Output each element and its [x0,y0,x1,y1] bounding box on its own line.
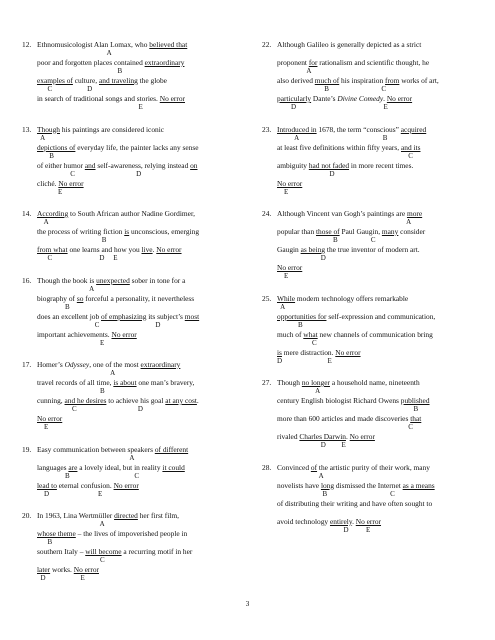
answer-letters: A [277,218,412,226]
answer-letters: C D [37,85,93,93]
question-number: 27. [262,378,272,387]
underlined-phrase: had not faded [308,160,350,170]
underlined-phrase: is about [113,378,137,387]
sentence-line [277,294,490,303]
sentence-text: Dante’s [311,94,338,103]
answer-letters: C [37,556,105,564]
sentence-line [37,414,250,423]
sentence-text: modern technology offers remarkable [295,293,409,303]
sentence-line [37,94,250,103]
sentence-text: consider [398,227,426,236]
question-number: 20. [22,511,32,520]
underlined-phrase: examples of [37,76,73,85]
sentence-text: . [345,432,350,441]
sentence-text: at least five definitions within fifty years, [277,142,401,152]
sentence-line [277,245,490,254]
question-item [262,209,490,281]
answer-letters: B [37,151,54,160]
sentence-text: a lovely ideal, but in reality [77,462,163,472]
sentence-line [277,517,490,526]
underlined-phrase: more [406,209,423,218]
answer-letters: A [277,387,321,395]
underlined-phrase: While [277,293,296,303]
underlined-phrase: extraordinary [140,360,181,369]
underlined-phrase: believed that [149,40,188,49]
sentence-text: sober in tone for a [129,275,186,285]
underlined-phrase: No error [355,516,382,526]
underlined-phrase: published [400,396,430,405]
sentence-text: avoid technology [277,516,330,526]
sentence-text: a household name, nineteenth [329,378,420,387]
question-number: 28. [262,462,272,472]
sentence-text: cunning, [37,396,65,405]
sentence-text: Convinced [277,462,311,472]
underlined-phrase: Though [37,124,60,134]
sentence-line [37,40,250,49]
sentence-line [37,125,250,134]
underlined-phrase: at any cost [165,396,197,405]
sentence-text: much of [277,329,304,339]
underlined-phrase: of [310,462,318,472]
question-item [22,276,250,348]
sentence-line [37,179,250,188]
sentence-text: cliché. [37,178,59,188]
answer-letters: D E [277,525,371,534]
sentence-text: Easy communication between speakers [37,444,155,454]
sentence-line [37,378,250,387]
sentence-text: eternal confusion. [56,480,114,490]
underlined-phrase: Charles Darwin [299,432,346,441]
question-item [22,445,250,499]
answer-letters: D E [37,574,85,582]
underlined-phrase: opportunities for [277,311,327,321]
answer-letters: D E [37,489,103,498]
sentence-text: one man’s bravery, [136,378,195,387]
question-item [262,125,490,197]
sentence-text: In 1963, Lina Wertmüller [37,511,115,520]
underlined-phrase: depictions of [37,142,76,152]
answer-letters: A B [277,133,388,142]
underlined-phrase: and traveling [98,76,138,85]
underlined-phrase: those of [316,227,340,236]
underlined-phrase: is [124,227,130,236]
sentence-text: culture, [72,76,99,85]
sentence-text: works. [50,565,74,574]
sentence-text: Although Vincent van Gogh’s paintings are [277,209,407,218]
sentence-line [277,40,490,49]
answer-letters: B C [37,471,140,480]
sentence-text: popular than [277,227,316,236]
underlined-phrase: No error [349,432,375,441]
underlined-phrase: No error [277,178,303,188]
question-item [262,294,490,366]
sentence-text: his inspiration [339,76,385,85]
underlined-phrase: it could [162,462,185,472]
sentence-text: century English biologist Richard Owens [277,396,401,405]
answer-letters [277,49,490,58]
answer-letters: E [37,423,49,431]
question-number: 14. [22,209,32,218]
answer-letters: D E [277,103,388,111]
sentence-text: new channels of communication bring [317,329,433,339]
underlined-phrase: most [184,311,200,321]
sentence-text: . [152,245,157,254]
sentence-text: the process of writing fiction [37,227,125,236]
sentence-text: to achieve his goal [106,396,166,405]
sentence-line [37,312,250,321]
sentence-line [37,396,250,405]
underlined-phrase: No error [386,94,413,103]
sentence-text: . [196,396,199,405]
answer-letters: B [277,405,419,413]
sentence-line [37,481,250,490]
question-number: 23. [262,124,272,134]
left-column [22,40,250,596]
sentence-line [37,294,250,303]
underlined-phrase: No error [277,263,303,272]
sentence-text: everyday life, the painter lacks any sense [75,142,199,152]
answer-letters: E [37,103,143,111]
sentence-line [277,263,490,272]
answer-letters: A [37,49,112,57]
sentence-text: poor and forgotten places contained [37,58,145,67]
sentence-line [277,463,490,472]
answer-letters: B [37,302,70,311]
sentence-line [277,414,490,423]
sentence-line [37,565,250,574]
sentence-text: – the lives of impoverished people in [75,529,188,538]
sentence-text: one learns and how you [67,245,142,254]
underlined-phrase: No error [159,94,185,103]
answer-letters: C [277,151,413,160]
question-number: 12. [22,40,32,49]
sentence-text: dismissed the Internet [334,480,403,490]
sentence-text: Although Galileo is generally depicted as a strict [277,40,422,49]
answer-letters: B [37,387,105,395]
underlined-phrase: lead to [37,480,57,490]
sentence-text: a recurring motif in her [121,547,193,556]
sentence-line [37,76,250,85]
answer-letters: C D [37,169,142,178]
answer-letters: A [277,67,312,75]
answer-letters: A [37,369,116,377]
question-item [262,463,490,535]
sentence-text: also derived [277,76,315,85]
question-number: 24. [262,209,272,218]
question-item [22,40,250,112]
answer-letters: B [37,236,107,244]
answer-letters: C D E [37,254,118,262]
sentence-line [277,330,490,339]
sentence-text: mere distraction. [281,347,336,357]
sentence-text: her first film, [137,511,179,520]
sentence-text: to South African author Nadine Gordimer, [68,209,195,218]
underlined-phrase: of different [154,444,189,454]
sentence-line [37,58,250,67]
underlined-phrase: No error [335,347,361,357]
sentence-line [37,330,250,339]
underlined-phrase: acquired [400,124,427,134]
question-number: 13. [22,124,32,134]
sentence-text: travel records of all time, [37,378,114,387]
sentence-line [37,511,250,520]
underlined-phrase: and he desires [64,396,107,405]
underlined-phrase: entirely [329,516,353,526]
sentence-line [277,348,490,357]
question-number: 16. [22,275,32,285]
right-column [262,40,490,547]
underlined-phrase: particularly [277,94,312,103]
sentence-text: rationalism and scientific thought, he [317,58,430,67]
sentence-text: its subject’s [146,311,185,321]
sentence-text: Paul Gaugin, [339,227,382,236]
answer-letters: A [37,453,135,462]
sentence-text: novelists have [277,480,321,490]
sentence-line [277,227,490,236]
question-item [262,378,490,450]
sentence-line [277,179,490,188]
underlined-phrase: much of [314,76,340,85]
underlined-phrase: no longer [301,378,330,387]
underlined-phrase: Introduced in [277,124,317,134]
question-item [22,511,250,583]
sentence-text: southern Italy – [37,547,86,556]
sentence-line [37,445,250,454]
answer-letters: B [37,67,123,75]
underlined-phrase: later [37,565,51,574]
underlined-phrase: whose theme [37,529,76,538]
sentence-text: of distributing their writing and have often sought to [277,498,433,508]
answer-letters: A [37,520,105,528]
sentence-text: of either humor [37,160,85,170]
sentence-text: languages [37,462,69,472]
underlined-phrase: for [308,58,318,67]
sentence-text: Gaugin [277,245,301,254]
answer-letters: D E [277,356,332,365]
sentence-text: self-expression and communication, [326,311,436,321]
underlined-phrase: live [141,245,153,254]
sentence-text: in more recent times. [349,160,414,170]
underlined-phrase: extraordinary [144,58,185,67]
underlined-phrase: are [68,462,78,472]
sentence-line [277,143,490,152]
sentence-line [277,396,490,405]
underlined-phrase: many [381,227,399,236]
sentence-text: self-awareness, relying instead [95,160,191,170]
underlined-phrase: from what [37,245,68,254]
sentence-text: his paintings are considered iconic [60,124,165,134]
underlined-phrase: unexpected [96,275,130,285]
underlined-phrase: No error [111,329,137,339]
answer-letters: C D [37,320,161,329]
sentence-text: Though [277,378,302,387]
question-number: 25. [262,293,272,303]
sentence-line [37,209,250,218]
answer-letters: A [277,302,286,311]
sentence-text: forceful a personality, it nevertheless [83,293,195,303]
answer-letters: C D [37,405,143,413]
sentence-text: rivaled [277,432,300,441]
sentence-text: Though the book is [37,275,97,285]
sentence-text: the globe [137,76,167,85]
underlined-phrase: as a means [402,480,435,490]
answer-letters [277,508,490,517]
sentence-text: works of art, [399,76,439,85]
question-item [22,360,250,432]
sentence-line [277,94,490,103]
underlined-phrase: so [76,293,84,303]
sentence-text: the artistic purity of their work, many [317,462,430,472]
answer-letters: B C [277,85,387,93]
sentence-line [37,245,250,254]
question-number: 17. [22,360,32,369]
sentence-line [37,529,250,538]
sentence-line [37,161,250,170]
sentence-line [277,481,490,490]
answer-letters: B [277,320,303,329]
underlined-phrase: and [84,160,96,170]
sentence-line [37,360,250,369]
sentence-line [277,125,490,134]
sentence-text: . [383,94,387,103]
sentence-line [37,143,250,152]
sentence-text: important achievements. [37,329,112,339]
question-item [22,125,250,197]
underlined-phrase: No error [73,565,99,574]
sentence-text: ambiguity [277,160,309,170]
sentence-text: 1678, the term “conscious” [316,124,401,134]
page-number: 3 [245,599,250,608]
underlined-phrase: from [384,76,400,85]
answer-letters: A [37,218,49,226]
underlined-phrase: and its [400,142,421,152]
answer-letters: C [277,423,413,431]
underlined-phrase: No error [58,178,84,188]
underlined-phrase: According [37,209,69,218]
answer-letters: E [277,187,289,196]
answer-letters: B C [277,236,376,244]
sentence-text: unconscious, emerging [129,227,200,236]
sentence-line [277,312,490,321]
sentence-text: biography of [37,293,77,303]
answer-letters: D [277,169,335,178]
answer-letters: B C [277,489,395,498]
answer-letters: E [277,272,289,280]
answer-letters: E [37,187,63,196]
sentence-line [37,547,250,556]
answer-letters: D [277,254,326,262]
sentence-line [37,227,250,236]
underlined-phrase: long [320,480,335,490]
sentence-text: Ethnomusicologist Alan Lomax, who [37,40,150,49]
underlined-phrase: is [277,347,282,357]
sentence-line [277,378,490,387]
question-number: 19. [22,444,32,454]
sentence-text: more than 600 articles and made discoveries [277,414,411,423]
sentence-line [277,76,490,85]
answer-letters: D E [277,441,346,449]
sentence-line [37,463,250,472]
underlined-phrase: what [303,329,318,339]
answer-letters: A [37,133,46,142]
sentence-text: does an excellent job [37,311,102,321]
sentence-text: Odyssey [64,360,90,369]
answer-letters: B [37,538,53,546]
answer-letters: C [277,338,317,347]
question-number: 22. [262,40,272,49]
sentence-line [277,432,490,441]
underlined-phrase: as being [300,245,326,254]
underlined-phrase: of emphasizing [101,311,147,321]
sentence-line [277,209,490,218]
underlined-phrase: will become [85,547,122,556]
question-item [22,209,250,263]
sentence-text: , one of the most [89,360,141,369]
sentence-text: the true inventor of modern art. [325,245,420,254]
sentence-text: in search of traditional songs and stories. [37,94,160,103]
underlined-phrase: No error [113,480,139,490]
sentence-line [277,58,490,67]
question-item [262,40,490,112]
sentence-text: Divine Comedy [337,94,384,103]
sentence-line [277,499,490,508]
underlined-phrase: on [190,160,198,170]
sentence-line [37,276,250,285]
answer-letters: A [277,471,324,480]
sentence-text: proponent [277,58,309,67]
underlined-phrase: that [410,414,422,423]
underlined-phrase: directed [114,511,138,520]
underlined-phrase: No error [156,245,182,254]
sentence-text: . [352,516,356,526]
underlined-phrase: No error [37,414,63,423]
answer-letters: A [37,284,95,293]
answer-letters: E [37,338,105,347]
sentence-text: Homer’s [37,360,65,369]
sentence-line [277,161,490,170]
